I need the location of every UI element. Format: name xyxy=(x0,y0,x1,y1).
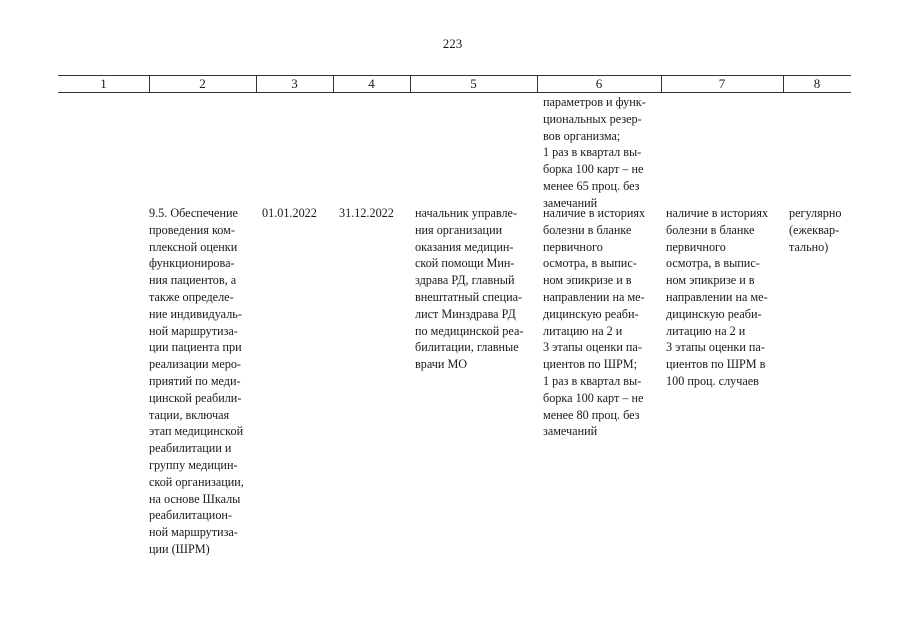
column-header-8: 8 xyxy=(813,76,821,91)
continued-row-col6: параметров и функ- циональных резер- вов организма; 1 раз в квартал вы- борка 100 карт – не менее 65 проц. без замечаний xyxy=(543,95,646,210)
row-col8-frequency: регулярно (ежеквар- тально) xyxy=(789,206,842,254)
row-col7-result: наличие в историях болезни в бланке первичного осмотра, в выпис- ном эпикризе и в направлении на ме- дицинскую реаби- литацию на 2 и 3 этапы оценки па- циентов по ШРМ в 100 проц. случаев xyxy=(666,206,769,388)
column-header-3: 3 xyxy=(291,76,298,91)
row-col6-indicator: наличие в историях болезни в бланке первичного осмотра, в выпис- ном эпикризе и в направлении на ме- дицинскую реаби- литацию на 2 и 3 этапы оценки па- циентов по ШРМ; 1 раз в квартал вы- борка 100 карт – не менее 80 проц. без замечаний xyxy=(543,206,646,439)
column-header-5: 5 xyxy=(470,76,477,91)
row-col5-responsible: начальник управле- ния организации оказания медицин- ской помощи Мин- здрава РД, главный внештатный специа- лист Минздрава РД по медицинской реа- билитации, главные врачи МО xyxy=(415,206,524,372)
column-header-6: 6 xyxy=(595,76,603,91)
column-header-2: 2 xyxy=(199,76,206,91)
column-header-7: 7 xyxy=(718,76,726,91)
page-number: 223 xyxy=(442,36,463,51)
row-col4-end-date: 31.12.2022 xyxy=(339,206,394,220)
row-col2-measure: 9.5. Обеспечение проведения ком- плексной оценки функционирова- ния пациентов, а также определе- ние индивидуаль- ной маршрутиза- ции пациента при реализации меро- приятий по меди- цинской реабили- тации, включая этап медицинской реабилитации и группу медицин- ской организации, на основе Шкалы реабилитацион- ной маршрутиза- ции (ШРМ) xyxy=(149,206,244,556)
column-header-4: 4 xyxy=(368,76,375,91)
table-header-row xyxy=(58,75,851,93)
row-col3-start-date: 01.01.2022 xyxy=(262,206,317,220)
column-header-1: 1 xyxy=(100,76,107,91)
